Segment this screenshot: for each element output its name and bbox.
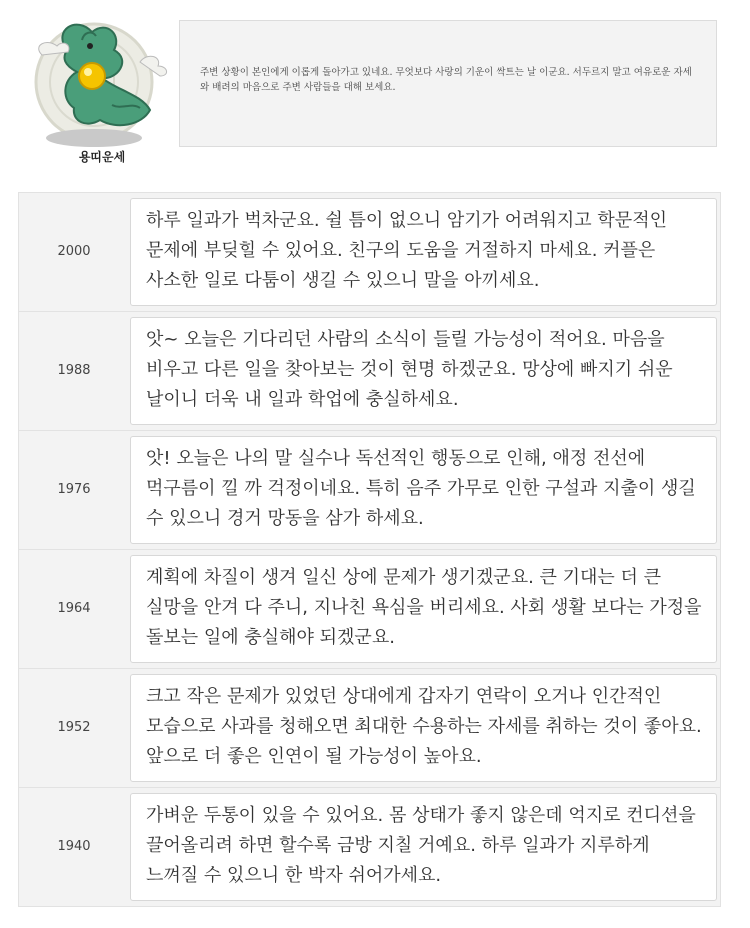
summary-text: 주변 상황이 본인에게 이롭게 돌아가고 있네요. 무엇보다 사랑의 기운이 싹트는 날 이군요. 서두르지 말고 여유로운 자세와 배려의 마음으로 주변 사람들을 대해 보세요. <box>200 67 692 93</box>
fortune-text: 가벼운 두통이 있을 수 있어요. 몸 상태가 좋지 않은데 억지로 컨디션을 끌어올리려 하면 할수록 금방 지칠 거예요. 하루 일과가 지루하게 느껴질 수 있으니 한 박자 쉬어가세요. <box>130 793 717 901</box>
dragon-icon <box>22 10 182 150</box>
fortune-text: 크고 작은 문제가 있었던 상대에게 갑자기 연락이 오거나 인간적인 모습으로 사과를 청해오면 최대한 수용하는 자세를 취하는 것이 좋아요. 앞으로 더 좋은 인연이 될 가능성이 높아요. <box>130 674 717 782</box>
summary-box <box>179 20 717 147</box>
fortune-text: 앗~ 오늘은 기다리던 사람의 소식이 들릴 가능성이 적어요. 마음을 비우고 다른 일을 찾아보는 것이 현명 하겠군요. 망상에 빠지기 쉬운 날이니 더욱 내 일과 학업에 충실하세요. <box>130 317 717 425</box>
fortune-row <box>18 430 721 550</box>
birth-year: 1988 <box>57 363 91 378</box>
fortune-list <box>18 192 721 907</box>
birth-year: 1940 <box>57 839 91 854</box>
fortune-row <box>18 668 721 788</box>
dragon-zodiac-logo <box>22 10 182 170</box>
fortune-row <box>18 192 721 312</box>
fortune-text: 계획에 차질이 생겨 일신 상에 문제가 생기겠군요. 큰 기대는 더 큰 실망을 안겨 다 주니, 지나친 욕심을 버리세요. 사회 생활 보다는 가정을 돌보는 일에 충실해야 되겠군요. <box>130 555 717 663</box>
birth-year: 1952 <box>57 720 91 735</box>
birth-year: 2000 <box>57 244 91 259</box>
logo-caption: 용띠운세 <box>78 150 126 164</box>
fortune-row <box>18 787 721 907</box>
fortune-text: 하루 일과가 벅차군요. 쉴 틈이 없으니 암기가 어려워지고 학문적인 문제에 부딪힐 수 있어요. 친구의 도움을 거절하지 마세요. 커플은 사소한 일로 다툼이 생길 수 있으니 말을 아끼세요. <box>130 198 717 306</box>
fortune-text: 앗! 오늘은 나의 말 실수나 독선적인 행동으로 인해, 애정 전선에 먹구름이 낄 까 걱정이네요. 특히 음주 가무로 인한 구설과 지출이 생길 수 있으니 경거 망동을 삼가 하세요. <box>130 436 717 544</box>
birth-year: 1964 <box>57 601 91 616</box>
fortune-header <box>0 0 750 175</box>
fortune-row <box>18 311 721 431</box>
birth-year: 1976 <box>57 482 91 497</box>
fortune-row <box>18 549 721 669</box>
